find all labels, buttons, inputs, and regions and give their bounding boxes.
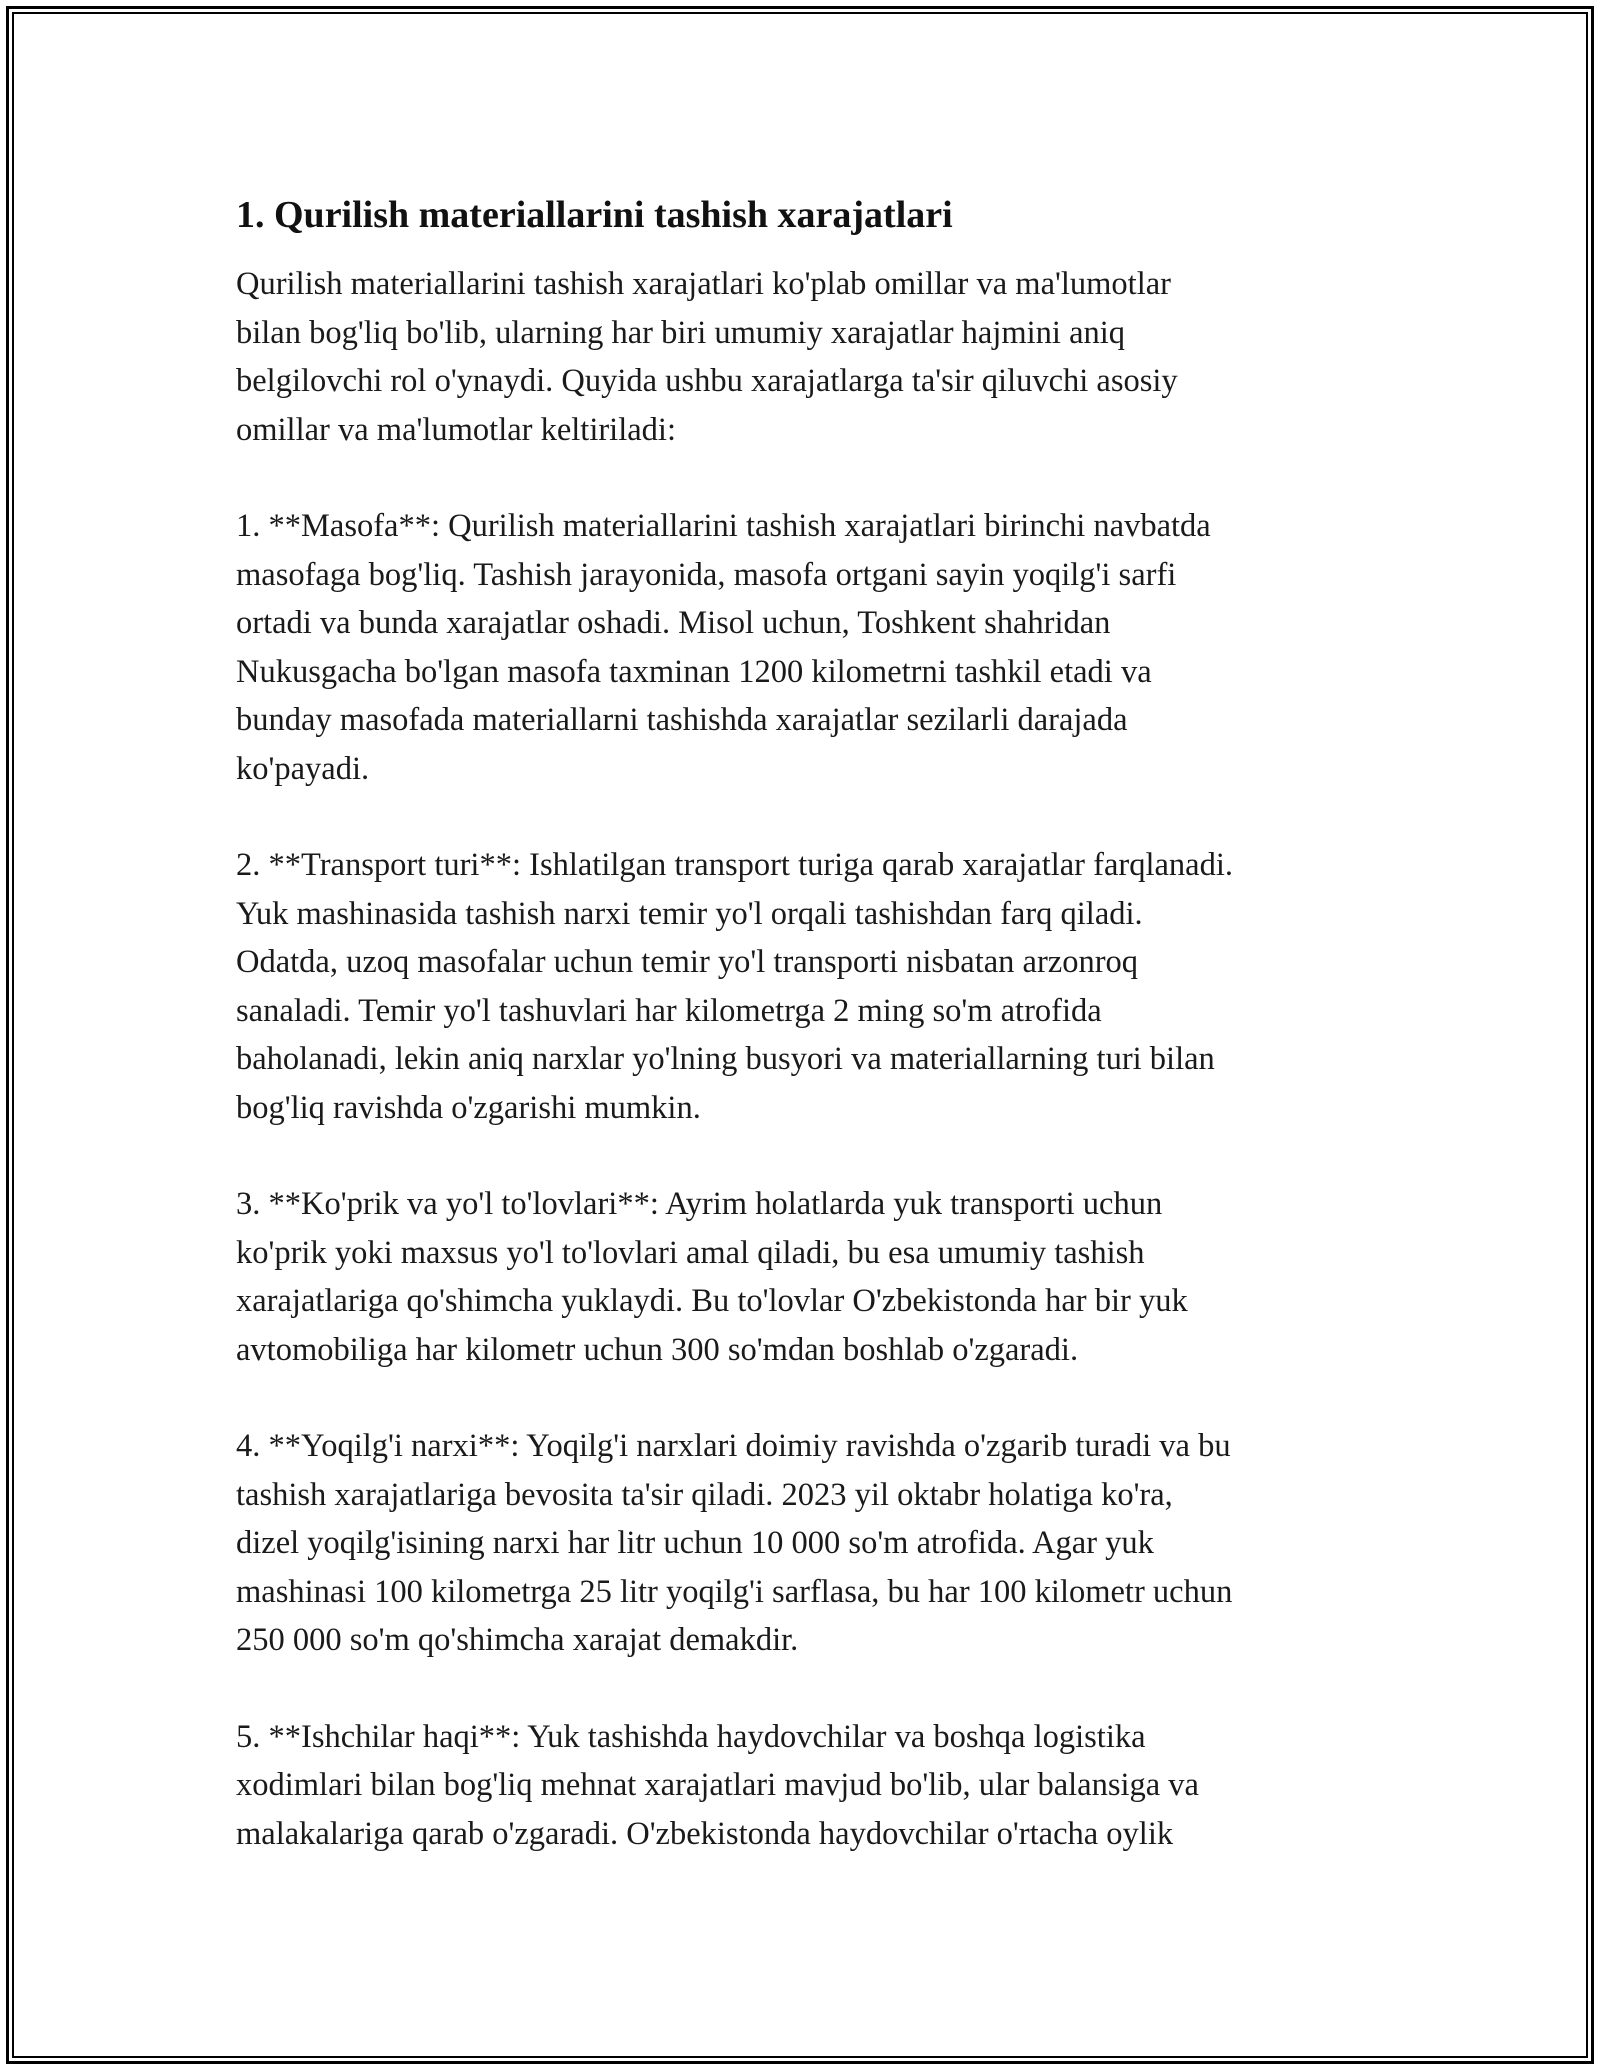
text-line: masofaga bog'liq. Tashish jarayonida, masofa ortgani sayin yoqilg'i sarfi — [236, 556, 1177, 593]
text-line: 1. **Masofa**: Qurilish materiallarini tashish xarajatlari birinchi navbatda — [236, 508, 1211, 544]
text-line: bilan bog'liq bo'lib, ularning har biri umumiy xarajatlar hajmini aniq — [236, 314, 1126, 351]
text-line: baholanadi, lekin aniq narxlar yo'lning busyori va materiallarning turi bilan — [236, 1041, 1215, 1077]
text-line: avtomobiliga har kilometr uchun 300 so'mdan boshlab o'zgaradi. — [236, 1331, 1079, 1368]
item-transport-turi — [236, 841, 1366, 1132]
item-koprik-va-yol-tolovlari — [236, 1180, 1366, 1374]
text-line: xodimlari bilan bog'liq mehnat xarajatlari mavjud bo'lib, ular balansiga va — [236, 1767, 1199, 1803]
text-line: dizel yoqilg'isining narxi har litr uchun 10 000 so'm atrofida. Agar yuk — [236, 1525, 1154, 1561]
text-line: omillar va ma'lumotlar keltiriladi: — [236, 411, 676, 448]
text-line: 3. **Ko'prik va yo'l to'lovlari**: Ayrim holatlarda yuk transporti uchun — [236, 1186, 1163, 1222]
document-title: 1. Qurilish materiallarini tashish xarajatlari — [236, 194, 953, 236]
text-line: bog'liq ravishda o'zgarishi mumkin. — [236, 1089, 701, 1126]
text-line: mashinasi 100 kilometrga 25 litr yoqilg'i sarflasa, bu har 100 kilometr uchun — [236, 1573, 1233, 1610]
text-line: Odatda, uzoq masofalar uchun temir yo'l transporti nisbatan arzonroq — [236, 944, 1139, 980]
text-line: ko'payadi. — [236, 750, 370, 787]
document-body — [236, 190, 1366, 1906]
text-line: 4. **Yoqilg'i narxi**: Yoqilg'i narxlari doimiy ravishda o'zgarib turadi va bu — [236, 1428, 1231, 1464]
text-line: tashish xarajatlariga bevosita ta'sir qiladi. 2023 yil oktabr holatiga ko'ra, — [236, 1476, 1173, 1513]
text-line: Qurilish materiallarini tashish xarajatlari ko'plab omillar va ma'lumotlar — [236, 266, 1171, 302]
item-masofa — [236, 502, 1366, 793]
item-yoqilgi-narxi — [236, 1422, 1366, 1665]
text-line: bunday masofada materiallarni tashishda xarajatlar sezilarli darajada — [236, 702, 1128, 738]
text-line: malakalariga qarab o'zgaradi. O'zbekistonda haydovchilar o'rtacha oylik — [236, 1815, 1174, 1852]
text-line: sanaladi. Temir yo'l tashuvlari har kilometrga 2 ming so'm atrofida — [236, 992, 1102, 1029]
text-line: belgilovchi rol o'ynaydi. Quyida ushbu xarajatlarga ta'sir qiluvchi asosiy — [236, 363, 1178, 399]
item-ishchilar-haqi — [236, 1713, 1366, 1859]
text-line: 250 000 so'm qo'shimcha xarajat demakdir. — [236, 1622, 799, 1658]
intro-paragraph — [236, 260, 1366, 454]
text-line: xarajatlariga qo'shimcha yuklaydi. Bu to'lovlar O'zbekistonda har bir yuk — [236, 1283, 1188, 1319]
text-line: ortadi va bunda xarajatlar oshadi. Misol uchun, Toshkent shahridan — [236, 605, 1111, 641]
text-line: Yuk mashinasida tashish narxi temir yo'l orqali tashishdan farq qiladi. — [236, 895, 1143, 932]
text-line: ko'prik yoki maxsus yo'l to'lovlari amal qiladi, bu esa umumiy tashish — [236, 1234, 1145, 1271]
text-line: Nukusgacha bo'lgan masofa taxminan 1200 kilometrni tashkil etadi va — [236, 653, 1152, 690]
text-line: 5. **Ishchilar haqi**: Yuk tashishda haydovchilar va boshqa logistika — [236, 1718, 1146, 1755]
text-line: 2. **Transport turi**: Ishlatilgan transport turiga qarab xarajatlar farqlanadi. — [236, 847, 1233, 883]
